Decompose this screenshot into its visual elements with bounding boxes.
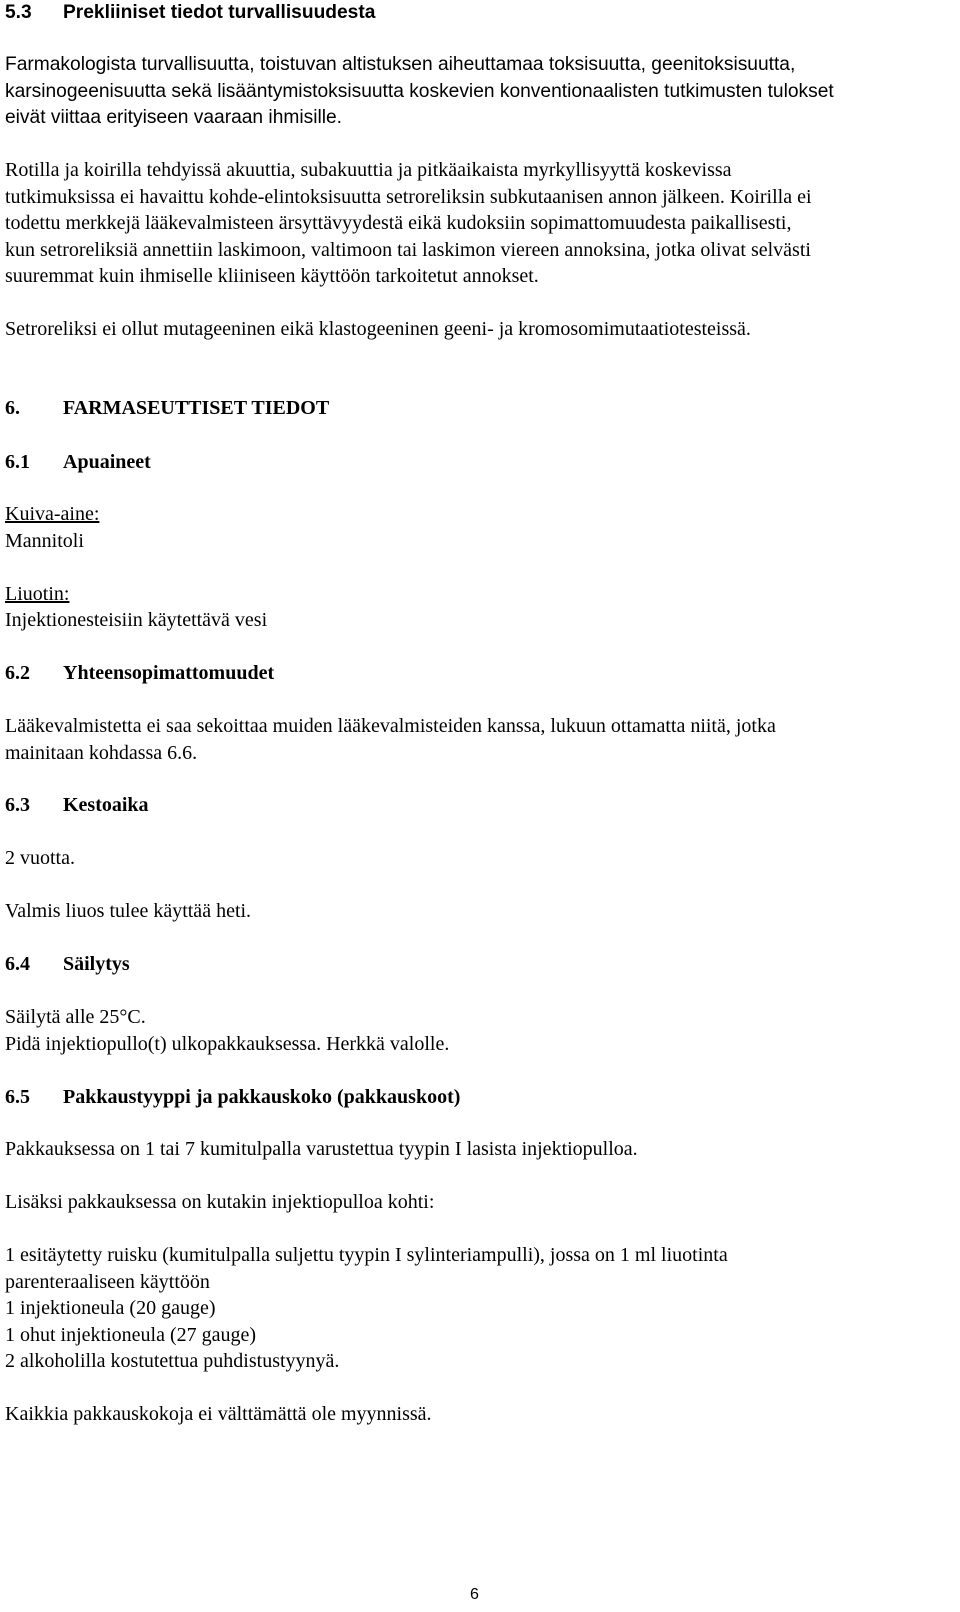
section-number: 6.3: [5, 794, 30, 816]
paragraph-line: Säilytä alle 25°C.: [5, 1006, 146, 1028]
section-title: Pakkaustyyppi ja pakkauskoko (pakkauskoot): [63, 1086, 461, 1108]
paragraph-line: eivät viittaa erityiseen vaaraan ihmisille.: [5, 107, 342, 128]
paragraph-line: Pidä injektiopullo(t) ulkopakkauksessa. Herkkä valolle.: [5, 1033, 450, 1055]
list-item: 1 esitäytetty ruisku (kumitulpalla suljettu tyypin I sylinteriampulli), jossa on 1 ml liuotinta: [5, 1244, 728, 1266]
section-heading-6-3: [5, 792, 149, 819]
section-title: Kestoaika: [63, 794, 149, 816]
section-heading-5-3: [5, 0, 375, 26]
section-title: Prekliiniset tiedot turvallisuudesta: [63, 2, 376, 23]
list-item: 2 alkoholilla kostutettua puhdistustyynyä.: [5, 1350, 340, 1372]
excipient-value-solvent: Injektionesteisiin käytettävä vesi: [5, 609, 268, 631]
paragraph-line: suuremmat kuin ihmiselle kliiniseen käyttöön tarkoitetut annokset.: [5, 265, 539, 287]
list-item: 1 injektioneula (20 gauge): [5, 1297, 216, 1319]
paragraph-line: Rotilla ja koirilla tehdyissä akuuttia, subakuuttia ja pitkäaikaista myrkyllisyyttä koskevissa: [5, 159, 732, 181]
section-number: 6.1: [5, 451, 30, 473]
paragraph-line: Kaikkia pakkauskokoja ei välttämättä ole myynnissä.: [5, 1403, 432, 1425]
list-item: 1 ohut injektioneula (27 gauge): [5, 1324, 257, 1346]
paragraph-line: mainitaan kohdassa 6.6.: [5, 742, 198, 764]
paragraph-line: Lääkevalmistetta ei saa sekoittaa muiden lääkevalmisteiden kanssa, lukuun ottamatta niitä, jotka: [5, 715, 776, 737]
section-number: 6.5: [5, 1086, 30, 1108]
list-item: parenteraaliseen käyttöön: [5, 1271, 210, 1293]
section-number: 6.2: [5, 662, 30, 684]
paragraph-line: tutkimuksissa ei havaittu kohde-elintoksisuutta setroreliksin subkutaanisen annon jälkeen. Koirilla ei: [5, 186, 812, 208]
section-number: 5.3: [5, 2, 32, 23]
section-number: 6.: [5, 397, 20, 419]
excipient-label-powder: Kuiva-aine:: [5, 503, 100, 525]
paragraph-line: Pakkauksessa on 1 tai 7 kumitulpalla varustettua tyypin I lasista injektiopulloa.: [5, 1138, 638, 1160]
section-title: FARMASEUTTISET TIEDOT: [63, 397, 330, 419]
excipient-label-solvent: Liuotin:: [5, 583, 70, 605]
section-title: Apuaineet: [63, 451, 151, 473]
section-heading-6: [5, 395, 329, 422]
section-heading-6-1: [5, 449, 151, 476]
section-heading-6-2: [5, 660, 274, 687]
section-heading-6-5: [5, 1084, 460, 1111]
section-title: Säilytys: [63, 953, 130, 975]
paragraph-line: kun setroreliksiä annettiin laskimoon, valtimoon tai laskimon viereen annoksina, jotka olivat selvästi: [5, 239, 811, 261]
paragraph-line: karsinogeenisuutta sekä lisääntymistoksisuutta koskevien konventionaalisten tutkimusten tulokset: [5, 81, 834, 102]
section-title: Yhteensopimattomuudet: [63, 662, 275, 684]
paragraph-line: Lisäksi pakkauksessa on kutakin injektiopulloa kohti:: [5, 1191, 435, 1213]
paragraph-line: todettu merkkejä lääkevalmisteen ärsyttävyydestä eikä kudoksiin sopimattomuudesta paikallisesti,: [5, 212, 792, 234]
paragraph-line: 2 vuotta.: [5, 847, 75, 869]
section-heading-6-4: [5, 951, 130, 978]
section-number: 6.4: [5, 953, 30, 975]
paragraph-line: Setroreliksi ei ollut mutageeninen eikä klastogeeninen geeni- ja kromosomimutaatiotesteissä.: [5, 318, 751, 340]
paragraph-line: Farmakologista turvallisuutta, toistuvan altistuksen aiheuttamaa toksisuutta, geenitoksisuutta,: [5, 54, 796, 75]
page-number: 6: [470, 1586, 479, 1603]
excipient-value-powder: Mannitoli: [5, 530, 84, 552]
paragraph-line: Valmis liuos tulee käyttää heti.: [5, 900, 252, 922]
